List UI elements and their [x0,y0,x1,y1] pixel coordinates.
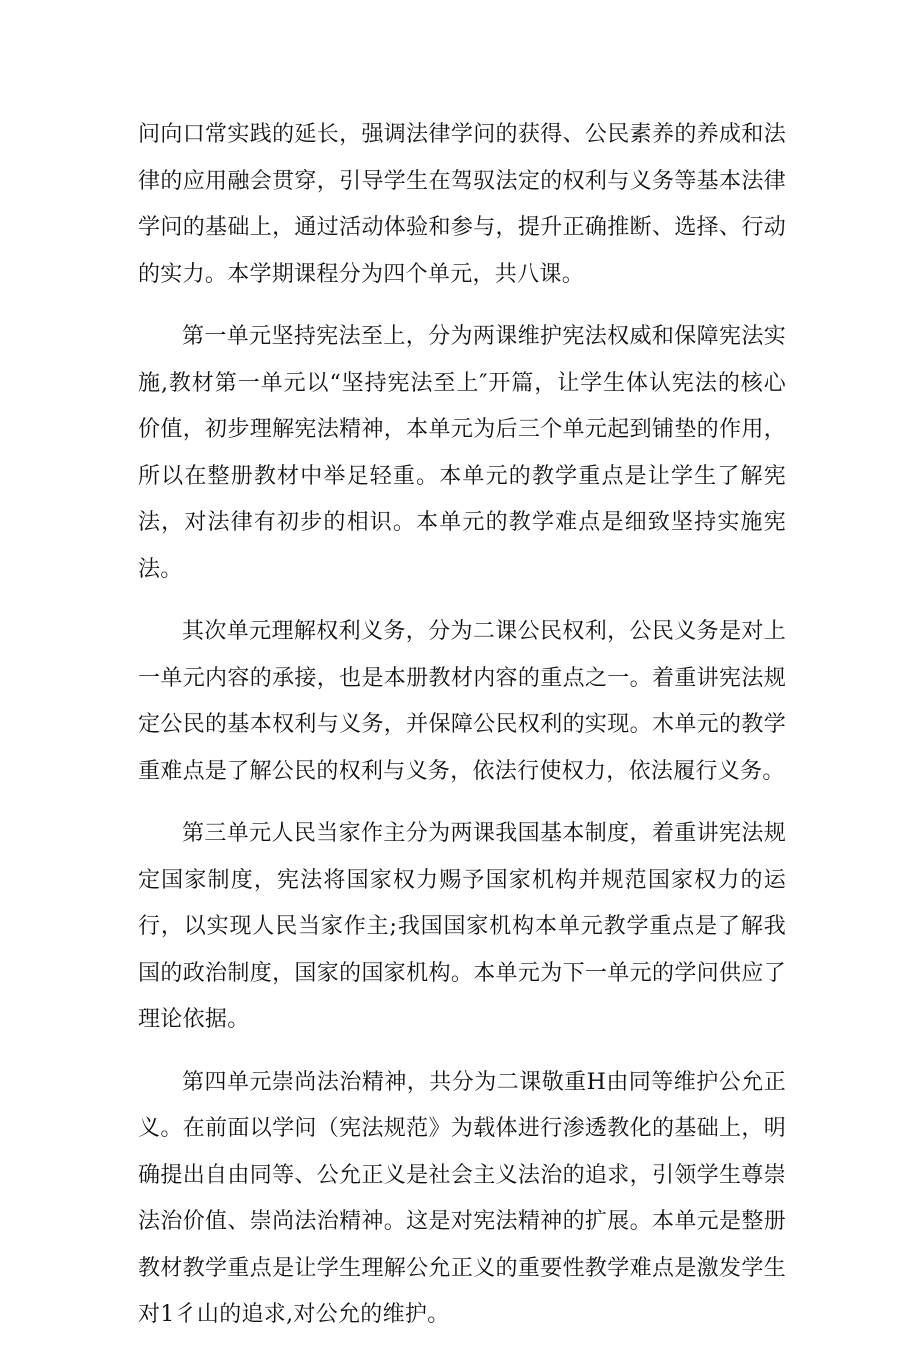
document-body [138,112,786,1355]
paragraph-3: 其次单元理解权利义务，分为二课公民权利，公民义务是对上一单元内容的承接，也是本册教材内容的重点之一。着重讲宪法规定公民的基本权利与义务，并保障公民权利的实现。木单元的教学重难点是了解公民的权利与义务，依法行使权力，依法履行义务。 [138,619,786,784]
paragraph-1: 问向口常实践的延长，强调法律学问的获得、公民素养的养成和法律的应用融会贯穿，引导学生在驾驭法定的权利与义务等基本法律学问的基础上，通过活动体验和参与，提升正确推断、选择、行动的实力。本学期课程分为四个单元，共八课。 [138,122,786,287]
paragraph-2: 第一单元坚持宪法至上，分为两课维护宪法权威和保障宪法实施,教材第一单元以“坚持宪法至上″开篇，让学生体认宪法的核心价值，初步理解宪法精神，本单元为后三个单元起到铺垫的作用，所以在整册教材中举足轻重。本单元的教学重点是让学生了解宪法，对法律有初步的相识。本单元的教学难点是细致坚持实施宪法。 [138,324,786,582]
paragraph-4: 第三单元人民当家作主分为两课我国基本制度，着重讲宪法规定国家制度，宪法将国家权力赐予国家机构并规范国家权力的运行，以实现人民当家作主;我国国家机构本单元教学重点是了解我国的政治制度，国家的国家机构。本单元为下一单元的学问供应了理论依据。 [138,821,786,1032]
paragraph-5: 第四单元崇尚法治精神，共分为二课敬重H由同等维护公允正义。在前面以学问（宪法规范》为载体进行渗透教化的基础上，明确提出自由同等、公允正义是社会主义法治的追求，引领学生尊崇法治价值、崇尚法治精神。这是对宪法精神的扩展。本单元是整册教材教学重点是让学生理解公允正义的重要性教学难点是激发学生对1彳山的追求,对公允的维护。 [138,1069,786,1327]
